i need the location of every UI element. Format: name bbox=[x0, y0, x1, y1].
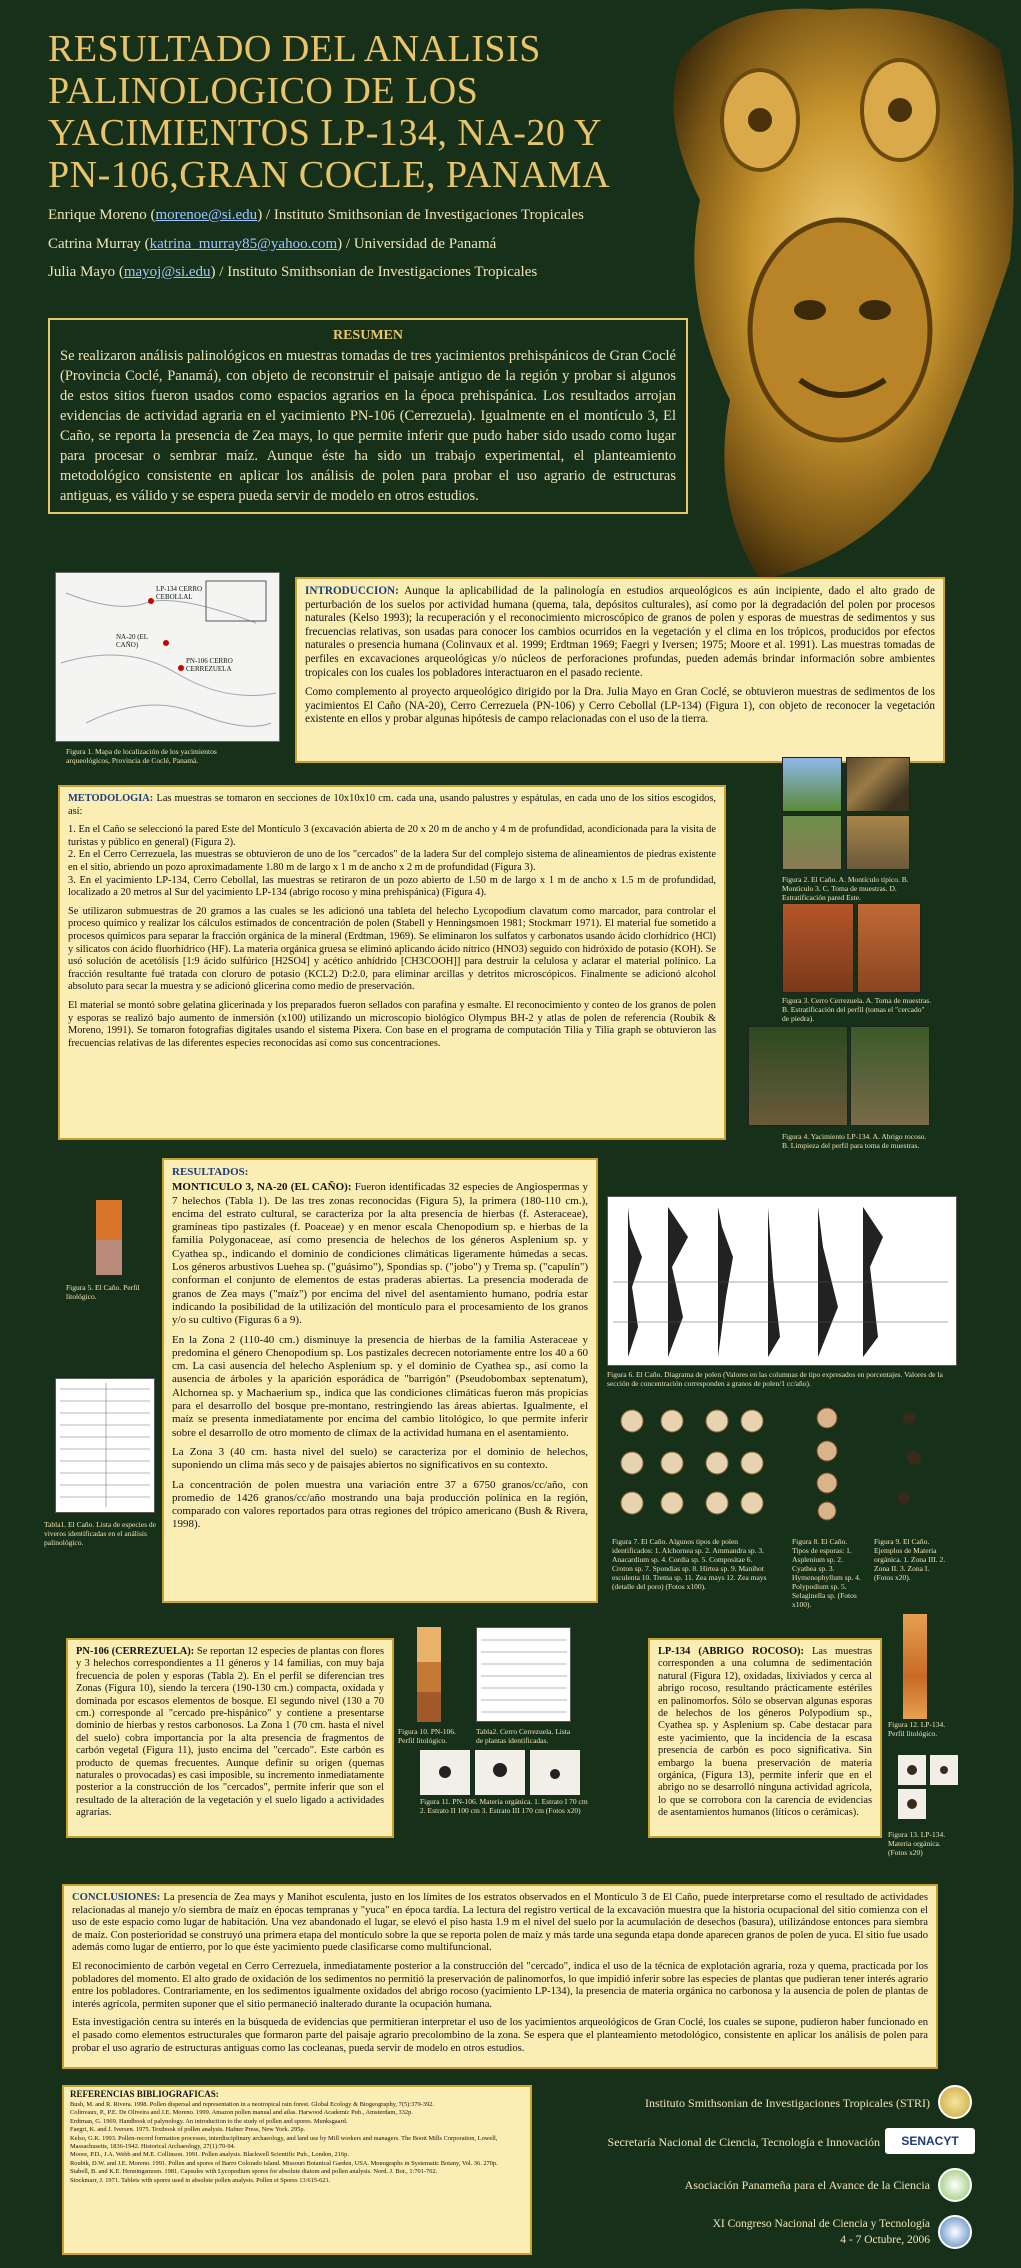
resultados-p1: Fueron identificadas 32 especies de Angiospermas y 7 helechos (Tabla 1). De las tres zonas reconocidas (Figura 5), la primera (180-110 cm.), encima del estrato cultural, se caracteriza por la alta presencia de hierbas (f. Asteraceae), gramíneas tipo pastizales (f. Poaceae) y en menor escala Chenopodium sp. e hierbas de la familia Polygonaceae, así como presencia de helechos de los géneros Asplenium sp. y Cyathea sp., indicando el dominio de condiciones climáticas ligeramente húmedas a secas. Los géneros arbustivos Luehea sp. ("guásimo"), Spondias sp. ("jobo") y Trema sp. ("capulín") conforman el conjunto de elementos de estas praderas abiertas. La presencia moderada de granos de Zea mays ("maíz") por encima del nivel del asentamiento humano, podría estar indicando la posibilidad de la utilización del montículo para el procesamiento de los granos y/o su cultivo (Figuras 6 a 9). bbox=[172, 1181, 588, 1327]
tabla-2-caption: Tabla2. Cerro Cerrezuela. Lista de plantas identificadas. bbox=[476, 1727, 571, 1745]
metodologia-p5: Se utilizaron submuestras de 20 gramos a las cuales se les adicionó una tableta del helecho Lycopodium clavatum como marcador, para controlar el proceso químico y realizar los cálculos estimados de concentración de polen (Stabell y Henningsmoen 1981; Stockmarr 1971). El material fue sometido a procesos químicos para separar la fracción orgánica de la mineral (Erdtman, 1969). Se eliminaron los sulfatos y carbonatos usando ácido clorhídrico (HCl) y silicatos con ácido fluorhídrico (HF). La materia orgánica gruesa se eliminó aplicando ácido nítrico (HNO3) seguido con hidróxido de potasio (KOH). Se usó solución de acetólisis [1:9 ácido sulfúrico [H2SO4] y acético anhídrido [CH3COOH]] para destruir la celulosa y aclarar el material polínico. La fracción resultante fué tratada con cloruro de potasio (KCL2) D:2.0, para eliminar arcillas y detritos microscópicos. Finalmente se adicionó alcohol absoluto para secar la muestra y se adicionó glicerina como medio de preservación. bbox=[68, 905, 716, 993]
resultados-subheading-canio: MONTICULO 3, NA-20 (EL CAÑO): bbox=[172, 1181, 352, 1194]
author-line-1: Enrique Moreno (morenoe@si.edu) / Instituto Smithsonian de Investigaciones Tropicales bbox=[48, 207, 584, 223]
sponsor-apanac: Asociación Panameña para el Avance de la Ciencia bbox=[684, 2178, 930, 2192]
introduccion-heading: INTRODUCCION: bbox=[305, 585, 399, 597]
resumen-text: Se realizaron análisis palinológicos en muestras tomadas de tres yacimientos prehispánicos de Gran Coclé (Provincia Coclé, Panamá), con objeto de reconstruir el paisaje antiguo de la región y probar si algunos de estos sitios fueron usados como espacios agrarios en la época prehispánica. Los resultados arrojan evidencias de actividad agraria en el yacimiento PN-106 (Cerrezuela). Igualmente en el montículo 3, El Caño, se reporta la presencia de Zea mays, lo que permite inferir que pudo haber sido usado como lugar para procesar o sembrar maíz. Aunque éste ha sido un trabajo experimental, el planteamiento metodológico consistente en aplicar los análisis de polen para probar el uso agrario de estructuras antiguas, es válido y se espera pueda servir de modelo en otros estudios. bbox=[60, 348, 676, 504]
figure-10-caption: Figura 10. PN-106. Perfil litológico. bbox=[398, 1727, 456, 1745]
congress-dates: 4 - 7 Octubre, 2006 bbox=[840, 2234, 930, 2246]
congress-logo-icon bbox=[938, 2215, 972, 2249]
reference-item: Faegri, K. and J. Iversen. 1975. Textbook of pollen analysis. Hafner Press, New York. 295p. bbox=[70, 2126, 306, 2134]
tabla-1-image bbox=[55, 1378, 155, 1513]
introduccion-box bbox=[295, 577, 945, 763]
conclusiones-p2: El reconocimiento de carbón vegetal en Cerro Cerrezuela, inmediatamente posterior a la construcción del "cercado", indica el uso de la técnica de explotación agraria, roza y quema, practicada por los pobladores del momento. El alto grado de oxidación de los sedimentos no permitió la preservación de palinomorfos, lo que impidió inferir sobre las especies de plantas que pudieran tener interés agrario entre los pobladores. Contrariamente, en los sedimentos igualmente oxidados del abrigo rocoso (yacimiento LP-134), la presencia de materia orgánica no carbonosa y la ausencia de polen de plantas de interés agrícola, permiten suponer que el sitio permaneció inalterado durante la ocupación humana. bbox=[72, 1960, 928, 2010]
referencias-heading: REFERENCIAS BIBLIOGRAFICAS: bbox=[70, 2089, 219, 2099]
metodologia-p3: 2. En el Cerro Cerrezuela, las muestras se obtuvieron de uno de los "cercados" de la ladera Sur del complejo sistema de alineamientos de piedras existente en el sitio, abriendo un pozo aproximadamente 1.80 m de largo x 1 m de ancho x 2 m de profundidad (Figura 3). bbox=[68, 849, 716, 873]
figure-7-caption: Figura 7. El Caño. Algunos tipos de polen identificados: 1. Alchornea sp. 2. Ammandra sp. 3. Anacardium sp. 4. Cordia sp. 5. Compositae 6. Croton sp. 7. Spondias sp. 8. Hirtea sp. 9. Manihot esculenta 10. Trema sp. 11. Zea mays 12. Zea mays (detalle del poro) (Fotos x100). bbox=[612, 1537, 767, 1591]
conclusiones-heading: CONCLUSIONES: bbox=[72, 1892, 161, 1903]
map-label-na20: NA-20 (EL CAÑO) bbox=[116, 633, 148, 649]
figure-12-profile bbox=[898, 1614, 938, 1719]
map-label-pn106: PN-106 CERRO CERREZUELA bbox=[186, 657, 233, 673]
figure-13-micrographs bbox=[898, 1755, 958, 1820]
author-email-1[interactable]: morenoe@si.edu bbox=[155, 207, 258, 223]
congress-name: XI Congreso Nacional de Ciencia y Tecnología bbox=[712, 2218, 930, 2230]
sponsor-stri: Instituto Smithsonian de Investigaciones Tropicales (STRI) bbox=[645, 2096, 930, 2110]
stri-logo-icon bbox=[938, 2085, 972, 2119]
lp134-text: Las muestras corresponden a una columna de sedimentación natural (Figura 12), oxidadas, lixiviados y cerca al abrigo rocoso, resultando prácticamente estériles en palinomorfos. Sólo se observan algunas esporas de helechos de los géneros Polypodium sp., Cyathea sp. y Asplenium sp. Cabe destacar para este yacimiento, que la incidencia de la escasa presencia de carbón es poco significativa. Sin embargo la buena preservación de materia orgánica, (Figura 13), permite inferir que en el abrigo no se desarrolló ninguna actividad agrícola, lo que se corrobora con la carencia de evidencias de asentamientos humanos (líticos o cerámicas). bbox=[658, 1646, 872, 1819]
figure-4b-photo bbox=[850, 1026, 930, 1126]
lp134-heading: LP-134 (ABRIGO ROCOSO): bbox=[658, 1646, 804, 1657]
figure-5-caption: Figura 5. El Caño. Perfil litológico. bbox=[66, 1283, 140, 1301]
figure-4a-photo bbox=[748, 1026, 848, 1126]
author-email-3[interactable]: mayoj@si.edu bbox=[123, 264, 211, 280]
figure-12-caption: Figura 12. LP-134. Perfil litológico. bbox=[888, 1720, 946, 1738]
figure-11-graphic bbox=[420, 1750, 580, 1795]
figure-4-caption: Figura 4. Yacimiento LP-134. A. Abrigo rocoso. B. Limpieza del perfil para toma de muestras. bbox=[782, 1132, 927, 1150]
figure-6-caption: Figura 6. El Caño. Diagrama de polen (Valores en las columnas de tipo expresados en porcentajes. Valores de la sección de concentración corresponden a granos de polen/1 cc/año). bbox=[607, 1370, 943, 1388]
metodologia-heading: METODOLOGIA: bbox=[68, 793, 154, 804]
author-line-2: Catrina Murray (katrina_murray85@yahoo.com) / Universidad de Panamá bbox=[48, 236, 497, 252]
apanac-logo-icon bbox=[938, 2168, 972, 2202]
metodologia-p1: Las muestras se tomaron en secciones de 10x10x10 cm. cada una, usando palustres y espátulas, en cada uno de los sitios escogidos, así: bbox=[68, 793, 716, 817]
reference-item: Bush, M. and R. Rivera. 1998. Pollen dispersal and representation in a neotropical rain forest. Global Ecology & Biogeography, 7(5):379-392. bbox=[70, 2100, 434, 2108]
figure-9-caption: Figura 9. El Caño. Ejemplos de Materia orgánica. 1. Zona III. 2. Zona II. 3. Zona I. (Fotos x20). bbox=[874, 1537, 946, 1582]
resultados-p3: La Zona 3 (40 cm. hasta nivel del suelo) se caracteriza por el dominio de helechos, suponiendo un clima más seco y de paisajes abiertos no significativos en su contexto. bbox=[172, 1445, 588, 1472]
tabla-2-lines bbox=[477, 1628, 570, 1721]
figure-2b-photo bbox=[846, 757, 910, 812]
resultados-box bbox=[162, 1158, 598, 1603]
figure-3-caption: Figura 3. Cerro Cerrezuela. A. Toma de muestras. B. Estratificación del perfil (tomas el "cercado" de piedra). bbox=[782, 996, 932, 1023]
figure-3a-photo bbox=[782, 903, 854, 993]
lp134-box bbox=[648, 1638, 882, 1838]
reference-item: Roubik, D.W. and J.E. Moreno. 1991. Pollen and spores of Barro Colorado Island. Missouri Botanical Garden, USA. Monographs in Systematic Botany, Vol. 36. 270p. bbox=[70, 2159, 498, 2167]
referencias-box bbox=[62, 2085, 532, 2255]
tabla-1-lines bbox=[56, 1379, 154, 1512]
conclusiones-p1: La presencia de Zea mays y Manihot esculenta, justo en los límites de los estratos observados en el Montículo 3 de El Caño, puede interpretarse como el resultado de actividades relacionadas al manejo y/o siembra de maíz en épocas tempranas y "yuca" en época tardía. La lectura del registro vertical de la excavación muestra que la historia ocupacional del sitio comienza con el uso de este espacio como lugar de habitación. Una vez abandonado el lugar, se elevó el piso hasta 1.9 m el nivel del suelo por la acumulación de desechos (basura), utilizándose entonces para siembra de maíz. Con posterioridad se construyó una primera etapa del montículo sobre la que se reporta polen de maíz y más tarde una segunda etapa donde aparecen granos de polen de yuca. El sitio fue usado además como lugar de entierro, por lo que éste yacimiento puede clasificarse como multifuncional. bbox=[72, 1892, 928, 1954]
figure-11-caption: Figura 11. PN-106. Materia orgánica. 1. Estrato I 70 cm 2. Estrato II 100 cm 3. Estrato III 170 cm (Fotos x20) bbox=[420, 1797, 588, 1815]
figure-11-micrographs bbox=[420, 1750, 580, 1795]
figure-13-graphic bbox=[898, 1755, 958, 1820]
reference-item: Erdtman, G. 1969. Handbook of palynology. An introduction to the study of pollen and spores. Munksgaard. bbox=[70, 2117, 348, 2125]
pn106-heading: PN-106 (CERREZUELA): bbox=[76, 1646, 195, 1657]
pn106-text: Se reportan 12 especies de plantas con flores y 3 helechos correspondientes a 11 géneros y 14 familias, con muy baja frecuencia de polen y esporas (Tabla 2). En el perfil se diferencian tres Zonas (Figura 10), siendo la tercera (190-130 cm.) compacta, oxidada y dominada por escasos elementos de bosque. El segundo nivel (130 a 70 cm.) corresponde al "cercado pre-hispánico" y contiene a presentarse dominio de hierbas y restos carbonosos. La Zona 1 (70 cm. hasta el nivel del suelo) cobra importancia por la alta presencia de fragmentos de carbón vegetal (Figura 11), justo encima del "cercado". Este carbón es producto de quemas frecuentes. Aunque definir su origen (quemas naturales o provocadas) es casi imposible, su incremento inmediatamente posterior a la construcción de los "cercados", permite inferir que son el resultado de la alteración de la vegetación y el suelo ligado a actividades agrarias. bbox=[76, 1646, 384, 1819]
introduccion-p2: Como complemento al proyecto arqueológico dirigido por la Dra. Julia Mayo en Gran Coclé, se obtuvieron muestras de sedimentos de los yacimientos El Caño (NA-20), Cerro Cerrezuela (PN-106) y Cerro Cebollal (LP-134) (Figura 1), con objeto de reconocer la vegetación existente en ellos y probar algunas hipótesis de campo relacionadas con el uso de la tierra. bbox=[305, 686, 935, 726]
resumen-heading: RESUMEN bbox=[332, 328, 403, 343]
figure-3b-photo bbox=[857, 903, 921, 993]
metodologia-p2: 1. En el Caño se seleccionó la pared Este del Montículo 3 (excavación abierta de 20 x 20 m de ancho y 4 m de profundidad, acondicionada para la visita de turistas y público en general) (Figura 2). bbox=[68, 824, 716, 848]
resultados-p2: En la Zona 2 (110-40 cm.) disminuye la presencia de hierbas de la familia Asteraceae y predomina el género Chenopodium sp. Los pastizales decrecen notoriamente entre los 40 a 60 cm. La casi ausencia del helecho Asplenium sp. y el dominio de Cyathea sp., así como la ausencia de árboles y la aparición esporádica de "barrigón" (Pseudobombax septenatum), Alchornea sp. y Machaerium sp., indica que las condiciones climáticas fueron más propicias para el desarrollo del bosque pre-montano, restringiendo las áreas abiertas. Igualmente, el maíz se presenta inmediatamente por encima del cambio litológico, lo que permite inferir sobre el desarrollo de otro momento de clímax de la actividad humana en el asentamiento. bbox=[172, 1333, 588, 1439]
reference-item: Stabell, B. and K.E. Henningsmoen. 1981. Capsules with Lycopodium spores for absolute diatom and pollen analysis. Nord. J. Bot., 1:701-702. bbox=[70, 2168, 438, 2176]
reference-item: Colinvaux, P., P.E. De Oliveira and J.E. Moreno. 1999. Amazon pollen manual and atlas. Harwood Academic Pub., Amsterdam, 332p. bbox=[70, 2109, 413, 2117]
conclusiones-box bbox=[62, 1884, 938, 2069]
figure-2a-photo bbox=[782, 757, 842, 812]
figure-8-micrographs bbox=[792, 1403, 862, 1523]
poster-title: RESULTADO DEL ANALISIS PALINOLOGICO DE LOS YACIMIENTOS LP-134, NA-20 Y PN-106,GRAN COCLE, PANAMA bbox=[48, 28, 611, 196]
figure-13-caption: Figura 13. LP-134. Materia orgánica. (Fotos x20) bbox=[888, 1830, 946, 1857]
figure-8-caption: Figura 8. El Caño. Tipos de esporas: 1. Asplenium sp. 2. Cyathea sp. 3. Hymenophyllum sp. 4. Polypodium sp. 5. Selaginella sp. (Fotos x100). bbox=[792, 1537, 861, 1609]
reference-item: Moore, P.D., J.A. Webb and M.E. Collinson. 1991. Pollen analysis. Blackwell Scientific Pub., London, 216p. bbox=[70, 2151, 349, 2159]
location-map bbox=[55, 572, 280, 742]
sponsor-senacyt: Secretaría Nacional de Ciencia, Tecnología e Innovación bbox=[607, 2135, 880, 2149]
pollen-diagram-graphic bbox=[608, 1197, 956, 1365]
figure-2c-photo bbox=[782, 815, 842, 870]
golden-artifact-image bbox=[640, 0, 1021, 590]
organic-matter-graphic bbox=[874, 1403, 944, 1523]
figure-6-pollen-diagram bbox=[607, 1196, 957, 1366]
figure-2-caption: Figura 2. El Caño. A. Montículo típico. B. Montículo 3. C. Toma de muestras. D. Estratificación pared Este. bbox=[782, 875, 909, 902]
tabla-2-image bbox=[476, 1627, 571, 1722]
figure-2d-photo bbox=[846, 815, 910, 870]
spores-graphic bbox=[792, 1403, 862, 1523]
pn106-box bbox=[66, 1638, 394, 1838]
resultados-p4: La concentración de polen muestra una variación entre 37 a 6750 granos/cc/año, con promedio de 1426 granos/cc/año mostrando una baja producción polínica en la región, comparado con valores reportados para otras regiones del trópico americano (Bush & Rivera, 1998). bbox=[172, 1478, 588, 1531]
figure-10-profile bbox=[405, 1627, 455, 1722]
figure-7-micrographs bbox=[612, 1403, 770, 1523]
metodologia-box bbox=[58, 785, 726, 1140]
reference-item: Stockmarr, J. 1971. Tablets with spores used in absolute pollen analysis. Pollen et Spores 13:615-621. bbox=[70, 2176, 331, 2184]
resultados-heading: RESULTADOS: bbox=[172, 1166, 249, 1178]
introduccion-p1: Aunque la aplicabilidad de la palinología en estudios arqueológicos es aún incipiente, dado el alto grado de perturbación de los suelos por actividad humana (quema, tala, depósitos culturales), así como por la degradación del polen por procesos naturales (Kelso 1993); la recuperación y el reconocimiento microscópico de granos de polen y esporas de muestras de sedimentos y sus frecuencias relativas, son usadas para conocer los cambios ocurridos en la vegetación y el clima en los trópicos, producidos por efectos naturales o presencia humana (Colinvaux et al. 1999; Erdtman 1969; Faegri y Iversen; 1975; Moore et al. 1991). Las muestras tomadas de perfiles en excavaciones arqueológicas y/o núcleos de perforaciones profundas, pueden además brindar información sobre ambientes tropicales con los cuales los pobladores interactuaron en el pasado reciente. bbox=[305, 585, 935, 679]
figure-1-caption: Figura 1. Mapa de localización de los yacimientos arqueológicos, Provincia de Coclé, Panamá. bbox=[66, 747, 217, 765]
map-label-lp134: LP-134 CERRO CEBOLLAL bbox=[156, 585, 203, 601]
metodologia-p4: 3. En el yacimiento LP-134, Cerro Cebollal, las muestras se retiraron de un pozo abierto de 1.50 m de largo x 1 m de ancho x 1.5 m de profundidad, localizado a 20 metros al Sur del yacimiento LP-134 (abrigo rocoso y mina prehispánica) (Figura 4). bbox=[68, 874, 716, 899]
senacyt-logo-icon: SENACYT bbox=[885, 2128, 975, 2154]
pollen-grains-graphic bbox=[612, 1403, 770, 1523]
conclusiones-p3: Esta investigación centra su interés en la búsqueda de evidencias que permitieran interpretar el uso de los yacimientos arqueológicos de Gran Coclé, los cuales se supone, pudieron haber funcionado en el pasado como elementos estructurales que formaron parte del paisaje agrario precolombino de la zona. Se espera que el planteamiento metodológico, consistente en aplicar los análisis de polen para probar el uso agrario de estructuras antiguas como las cocleanas, pueda servir de modelo en otros estudios. bbox=[72, 2017, 928, 2054]
metodologia-p6: El material se montó sobre gelatina glicerinada y los preparados fueron sellados con parafina y esmalte. El reconocimiento y conteo de los granos de polen y esporas se realizó bajo aumento de inmersión (x100) utilizando un microscopio biológico Olympus BH-2 y atlas de polen de referencia (Roubik & Moreno, 1991). Se tomaron fotografías digitales usando el sistema Pixera. Con base en el programa de computación Tilia y Tilia graph se obtuvieron las frecuencias relativas de las diferentes especies reconocidas así como sus concentraciones. bbox=[68, 999, 716, 1049]
tabla-1-caption: Tabla1. El Caño. Lista de especies de viveros identificadas en el análisis palinológico. bbox=[44, 1520, 156, 1547]
author-email-2[interactable]: katrina_murray85@yahoo.com bbox=[149, 236, 338, 252]
author-line-3: Julia Mayo (mayoj@si.edu) / Instituto Smithsonian de Investigaciones Tropicales bbox=[48, 264, 538, 280]
resumen-box bbox=[48, 318, 688, 514]
figure-9-micrographs bbox=[874, 1403, 944, 1523]
figure-5-profile bbox=[66, 1200, 156, 1275]
reference-item: Kelso, G.K. 1993. Pollen-record formation processes, interdisciplinary archaeology, and land use by Mill workers and managers. The Boott Mills Corporation, Lowell, Massachusetts, 1836-1942. Historical Archaeology, 27(1):70-94. bbox=[70, 2134, 498, 2150]
